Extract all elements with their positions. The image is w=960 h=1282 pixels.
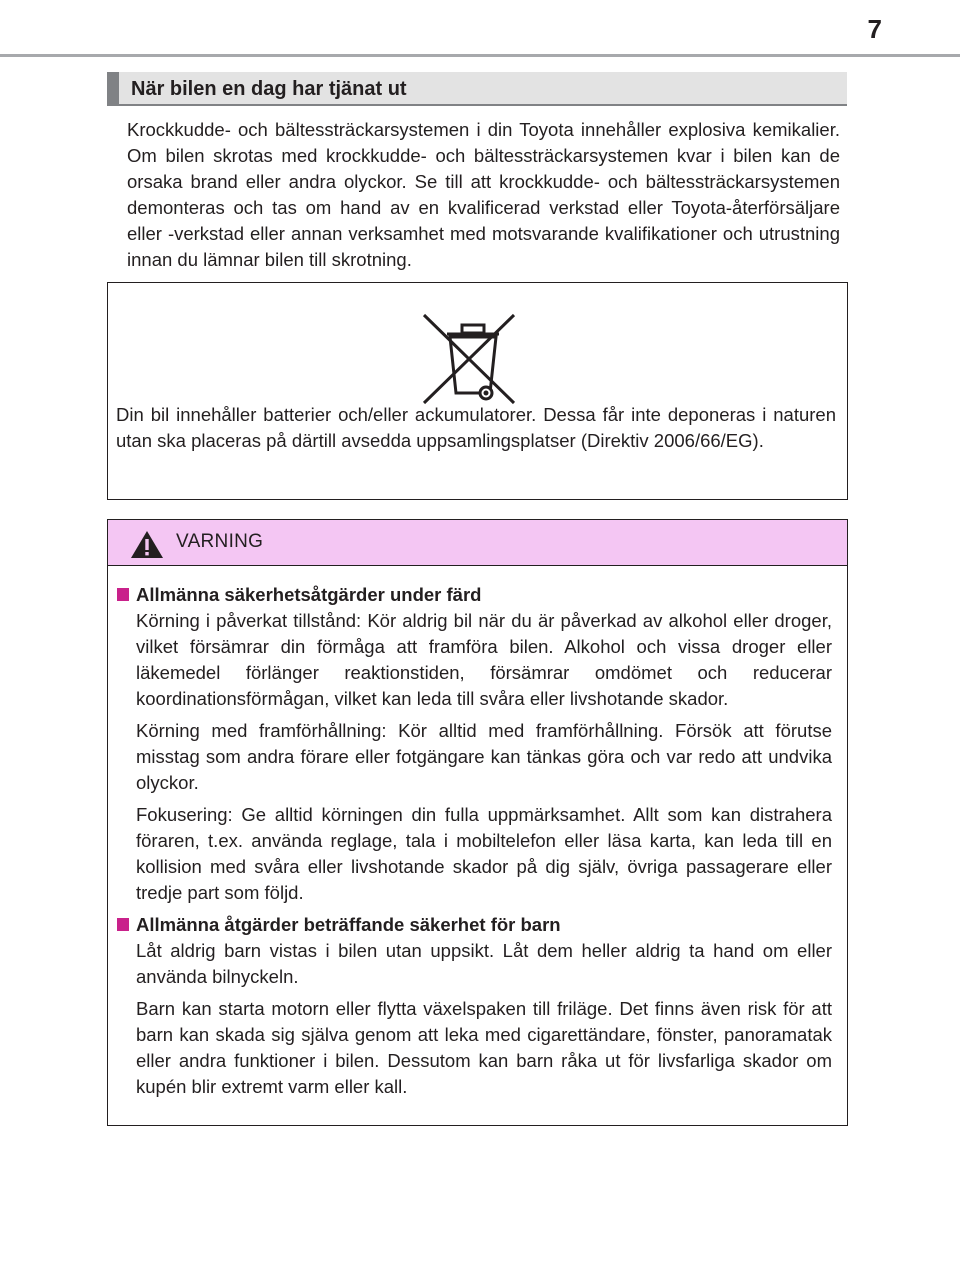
subheading-text: Allmänna åtgärder beträffande säkerhet för barn — [136, 914, 561, 935]
section-title: När bilen en dag har tjänat ut — [107, 72, 847, 106]
square-bullet-icon — [117, 918, 129, 931]
warning-content — [114, 582, 832, 1106]
warning-paragraph: Fokusering: Ge alltid körningen din fulla uppmärksamhet. Allt som kan distrahera föraren, t.ex. använda reglage, tala i mobiltelefon eller läsa karta, kan leda till en kollision med svåra eller livshotande skador på dig själv, övriga passagerare eller tredje part som följd. — [136, 804, 832, 903]
top-rule — [0, 54, 960, 57]
warning-subheading — [114, 582, 832, 608]
crossed-out-wheelie-bin-icon — [418, 313, 528, 405]
warning-header — [108, 520, 847, 566]
warning-paragraph: Körning med framförhållning: Kör alltid med framförhållning. Försök att förutse misstag som andra förare eller fotgängare kan tänkas göra och var redo att undvika olyckor. — [136, 720, 832, 793]
warning-box — [107, 519, 848, 1126]
warning-subheading — [114, 912, 832, 938]
square-bullet-icon — [117, 588, 129, 601]
subheading-text: Allmänna säkerhetsåtgärder under färd — [136, 584, 482, 605]
warning-paragraph: Barn kan starta motorn eller flytta växelspaken till friläge. Det finns även risk för att barn kan skada sig själva genom att leka med cigarettändare, fönster, panoramatak eller andra funktioner i bilen. Dessutom kan barn råka ut för livsfarliga skador om kupén blir extremt varm eller kall. — [136, 998, 832, 1097]
recycle-notice-text: Din bil innehåller batterier och/eller ackumulatorer. Dessa får inte deponeras i naturen utan ska placeras på därtill avsedda uppsamlingsplatser (Direktiv 2006/66/EG). — [116, 404, 836, 451]
intro-paragraph: Krockkudde- och bältessträckarsystemen i din Toyota innehåller explosiva kemikalier. Om bilen skrotas med krockkudde- och bältessträckarsystemen kvar i bilen kan de orsaka brand eller andra olyckor. Se till att krockkudde- och bältessträckarsystemen demonteras och tas om hand av en kvalificerad verkstad eller Toyota-återförsäljare eller -verkstad eller annan verksamhet med motsvarande kvalifikationer och utrustning innan du lämnar bilen till skrotning. — [127, 119, 840, 270]
warning-title: VARNING — [176, 531, 264, 552]
warning-paragraph: Körning i påverkat tillstånd: Kör aldrig bil när du är påverkad av alkohol eller droger, vilket försämrar din förmåga att framföra bilen. Alkohol och vissa droger eller läkemedel förlänger reaktionstiden, försämrar omdömet och reducerar koordinationsförmågan, vilket kan leda till svåra eller livshotande skador. — [136, 610, 832, 709]
recycle-notice-box — [107, 282, 848, 500]
page-number: 7 — [867, 14, 882, 44]
warning-paragraph: Låt aldrig barn vistas i bilen utan uppsikt. Låt dem heller aldrig ta hand om eller använda bilnyckeln. — [136, 940, 832, 987]
warning-triangle-icon — [130, 530, 164, 559]
